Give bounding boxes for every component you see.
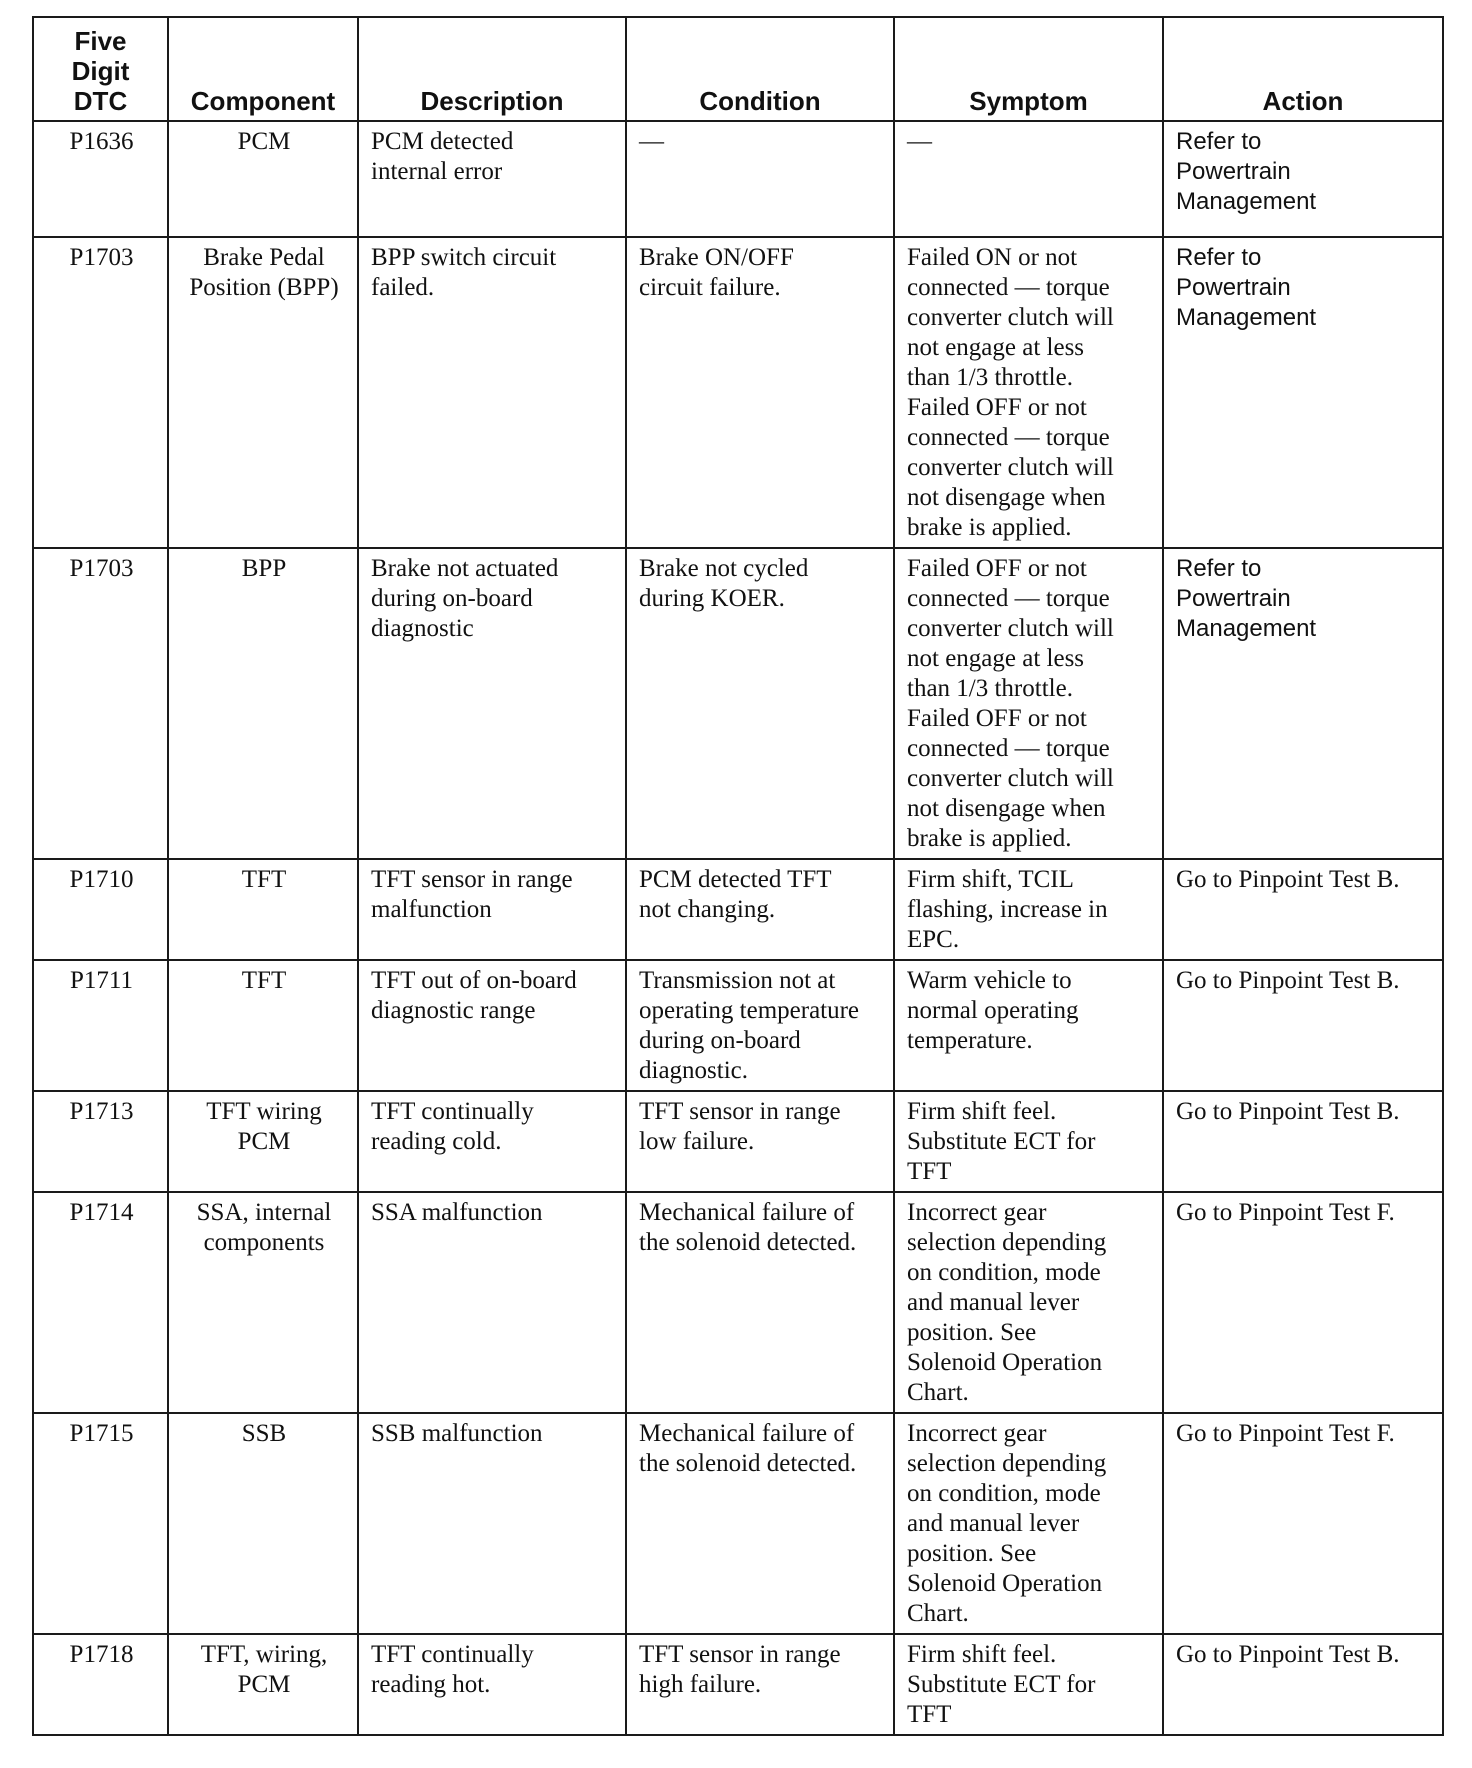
dtc-cell: P1713 [33,1091,168,1192]
component-cell [168,121,358,237]
symptom-text-line: on condition, mode [907,1259,1101,1286]
description-cell [358,121,626,237]
symptom-cell [894,548,1163,859]
symptom-text-line: Substitute ECT for [907,1128,1096,1155]
symptom-text-line: brake is applied. [907,825,1072,852]
symptom-cell [894,960,1163,1091]
symptom-text-line: position. See [907,1319,1037,1346]
symptom-text-line: not disengage when [907,484,1106,511]
action-text-line: Powertrain [1176,585,1291,612]
symptom-text-line: converter clutch will [907,304,1114,331]
description-cell [358,1634,626,1735]
component-text-line: PCM [237,128,291,155]
component-text-line: TFT [241,866,287,893]
description-text-line: malfunction [371,896,492,923]
symptom-cell [894,1413,1163,1634]
action-text-line: Management [1176,188,1317,215]
component-cell [168,1413,358,1634]
header-action: Action [1163,17,1443,121]
description-text-line: TFT out of on-board [371,967,577,994]
symptom-text-line: connected — torque [907,274,1110,301]
condition-text-line: circuit failure. [639,274,781,301]
condition-cell [626,1413,894,1634]
symptom-text-line: Failed ON or not [907,244,1078,271]
header-condition: Condition [626,17,894,121]
symptom-text-line: flashing, increase in [907,896,1108,923]
action-text-line: Go to Pinpoint Test B. [1176,1098,1400,1125]
header-description: Description [358,17,626,121]
symptom-text-line: than 1/3 throttle. [907,364,1073,391]
symptom-text-line: Incorrect gear [907,1420,1047,1447]
component-cell [168,1091,358,1192]
dtc-cell: P1715 [33,1413,168,1634]
condition-cell [626,859,894,960]
table-row [33,859,1443,960]
symptom-text-line: Chart. [907,1379,969,1406]
symptom-text-line: Substitute ECT for [907,1671,1096,1698]
condition-text-line: TFT sensor in range [639,1098,841,1125]
symptom-cell [894,237,1163,548]
symptom-text-line: and manual lever [907,1510,1080,1537]
action-cell [1163,121,1443,237]
symptom-text-line: Failed OFF or not [907,705,1087,732]
description-text-line: BPP switch circuit [371,244,557,271]
condition-text-line: — [639,128,664,155]
action-text-line: Refer to [1176,128,1262,155]
component-text-line: components [203,1229,325,1256]
description-cell [358,1192,626,1413]
dtc-cell: P1703 [33,548,168,859]
condition-text-line: PCM detected TFT [639,866,832,893]
table-row [33,1413,1443,1634]
symptom-text-line: EPC. [907,926,960,953]
header-row [33,17,1443,121]
dtc-cell: P1711 [33,960,168,1091]
description-text-line: PCM detected [371,128,514,155]
action-cell [1163,1413,1443,1634]
component-cell [168,237,358,548]
condition-text-line: Brake ON/OFF [639,244,794,271]
condition-text-line: low failure. [639,1128,755,1155]
component-cell [168,1192,358,1413]
action-cell [1163,548,1443,859]
action-cell [1163,859,1443,960]
component-text-line: Brake Pedal [203,244,325,271]
symptom-text-line: — [907,128,932,155]
symptom-text-line: Warm vehicle to [907,967,1072,994]
table-row [33,1192,1443,1413]
description-text-line: diagnostic [371,615,474,642]
action-text-line: Go to Pinpoint Test B. [1176,1641,1400,1668]
action-cell [1163,1192,1443,1413]
dtc-cell: P1714 [33,1192,168,1413]
condition-text-line: the solenoid detected. [639,1229,857,1256]
condition-text-line: TFT sensor in range [639,1641,841,1668]
action-cell [1163,1091,1443,1192]
symptom-text-line: Failed OFF or not [907,555,1087,582]
description-cell [358,960,626,1091]
component-text-line: TFT [241,967,287,994]
component-text-line: SSB [241,1420,287,1447]
symptom-text-line: Solenoid Operation [907,1349,1103,1376]
symptom-text-line: connected — torque [907,585,1110,612]
dtc-cell: P1636 [33,121,168,237]
description-cell [358,237,626,548]
symptom-text-line: not engage at less [907,645,1085,672]
description-text-line: diagnostic range [371,997,536,1024]
condition-cell [626,548,894,859]
action-text-line: Go to Pinpoint Test B. [1176,866,1400,893]
condition-text-line: Transmission not at [639,967,836,994]
description-cell [358,1091,626,1192]
table-row [33,960,1443,1091]
symptom-text-line: Chart. [907,1600,969,1627]
symptom-text-line: not engage at less [907,334,1085,361]
condition-cell [626,121,894,237]
symptom-text-line: converter clutch will [907,454,1114,481]
symptom-text-line: converter clutch will [907,615,1114,642]
description-cell [358,548,626,859]
table-row [33,237,1443,548]
header-component: Component [168,17,358,121]
symptom-text-line: and manual lever [907,1289,1080,1316]
component-cell [168,960,358,1091]
action-cell [1163,237,1443,548]
action-text-line: Management [1176,304,1317,331]
component-text-line: Position (BPP) [189,274,339,301]
action-cell [1163,1634,1443,1735]
condition-text-line: during on-board [639,1027,801,1054]
component-cell [168,548,358,859]
description-cell [358,859,626,960]
symptom-text-line: TFT [907,1158,952,1185]
symptom-text-line: not disengage when [907,795,1106,822]
table-row [33,1091,1443,1192]
symptom-text-line: Firm shift, TCIL [907,866,1074,893]
symptom-text-line: selection depending [907,1450,1107,1477]
action-text-line: Refer to [1176,555,1262,582]
condition-cell [626,1192,894,1413]
condition-cell [626,1091,894,1192]
symptom-text-line: than 1/3 throttle. [907,675,1073,702]
component-cell [168,1634,358,1735]
description-text-line: SSA malfunction [371,1199,543,1226]
action-text-line: Powertrain [1176,274,1291,301]
component-text-line: PCM [237,1671,291,1698]
description-text-line: failed. [371,274,435,301]
description-text-line: TFT continually [371,1098,534,1125]
condition-cell [626,237,894,548]
dtc-cell: P1710 [33,859,168,960]
symptom-cell [894,121,1163,237]
description-text-line: during on-board [371,585,533,612]
description-text-line: Brake not actuated [371,555,559,582]
component-text-line: BPP [241,555,287,582]
symptom-cell [894,859,1163,960]
condition-text-line: Brake not cycled [639,555,809,582]
description-text-line: internal error [371,158,503,185]
condition-text-line: the solenoid detected. [639,1450,857,1477]
component-cell [168,859,358,960]
dtc-cell: P1703 [33,237,168,548]
symptom-cell [894,1091,1163,1192]
symptom-text-line: Failed OFF or not [907,394,1087,421]
table-row [33,121,1443,237]
table-row [33,548,1443,859]
description-text-line: TFT continually [371,1641,534,1668]
dtc-page [32,16,1442,1736]
symptom-text-line: Firm shift feel. [907,1098,1057,1125]
component-text-line: PCM [237,1128,291,1155]
description-text-line: reading hot. [371,1671,491,1698]
condition-text-line: during KOER. [639,585,785,612]
dtc-table-body [33,121,1443,1735]
symptom-cell [894,1192,1163,1413]
condition-text-line: high failure. [639,1671,762,1698]
symptom-text-line: temperature. [907,1027,1033,1054]
condition-text-line: Mechanical failure of [639,1420,855,1447]
action-text-line: Go to Pinpoint Test B. [1176,967,1400,994]
header-dtc: Five Digit DTC [33,17,168,121]
symptom-text-line: Incorrect gear [907,1199,1047,1226]
action-text-line: Refer to [1176,244,1262,271]
symptom-text-line: on condition, mode [907,1480,1101,1507]
condition-text-line: diagnostic. [639,1057,749,1084]
table-row [33,1634,1443,1735]
action-text-line: Management [1176,615,1317,642]
symptom-text-line: converter clutch will [907,765,1114,792]
dtc-cell: P1718 [33,1634,168,1735]
condition-cell [626,1634,894,1735]
condition-text-line: operating temperature [639,997,860,1024]
symptom-cell [894,1634,1163,1735]
description-cell [358,1413,626,1634]
condition-text-line: Mechanical failure of [639,1199,855,1226]
symptom-text-line: TFT [907,1701,952,1728]
symptom-text-line: normal operating [907,997,1079,1024]
component-text-line: SSA, internal [196,1199,332,1226]
description-text-line: SSB malfunction [371,1420,543,1447]
symptom-text-line: Firm shift feel. [907,1641,1057,1668]
header-symptom: Symptom [894,17,1163,121]
condition-cell [626,960,894,1091]
dtc-table [32,16,1444,1736]
symptom-text-line: connected — torque [907,735,1110,762]
condition-text-line: not changing. [639,896,776,923]
action-text-line: Powertrain [1176,158,1291,185]
symptom-text-line: brake is applied. [907,514,1072,541]
description-text-line: TFT sensor in range [371,866,573,893]
action-text-line: Go to Pinpoint Test F. [1176,1420,1395,1447]
symptom-text-line: position. See [907,1540,1037,1567]
component-text-line: TFT, wiring, [200,1641,328,1668]
symptom-text-line: connected — torque [907,424,1110,451]
action-cell [1163,960,1443,1091]
symptom-text-line: selection depending [907,1229,1107,1256]
symptom-text-line: Solenoid Operation [907,1570,1103,1597]
action-text-line: Go to Pinpoint Test F. [1176,1199,1395,1226]
component-text-line: TFT wiring [206,1098,322,1125]
description-text-line: reading cold. [371,1128,502,1155]
